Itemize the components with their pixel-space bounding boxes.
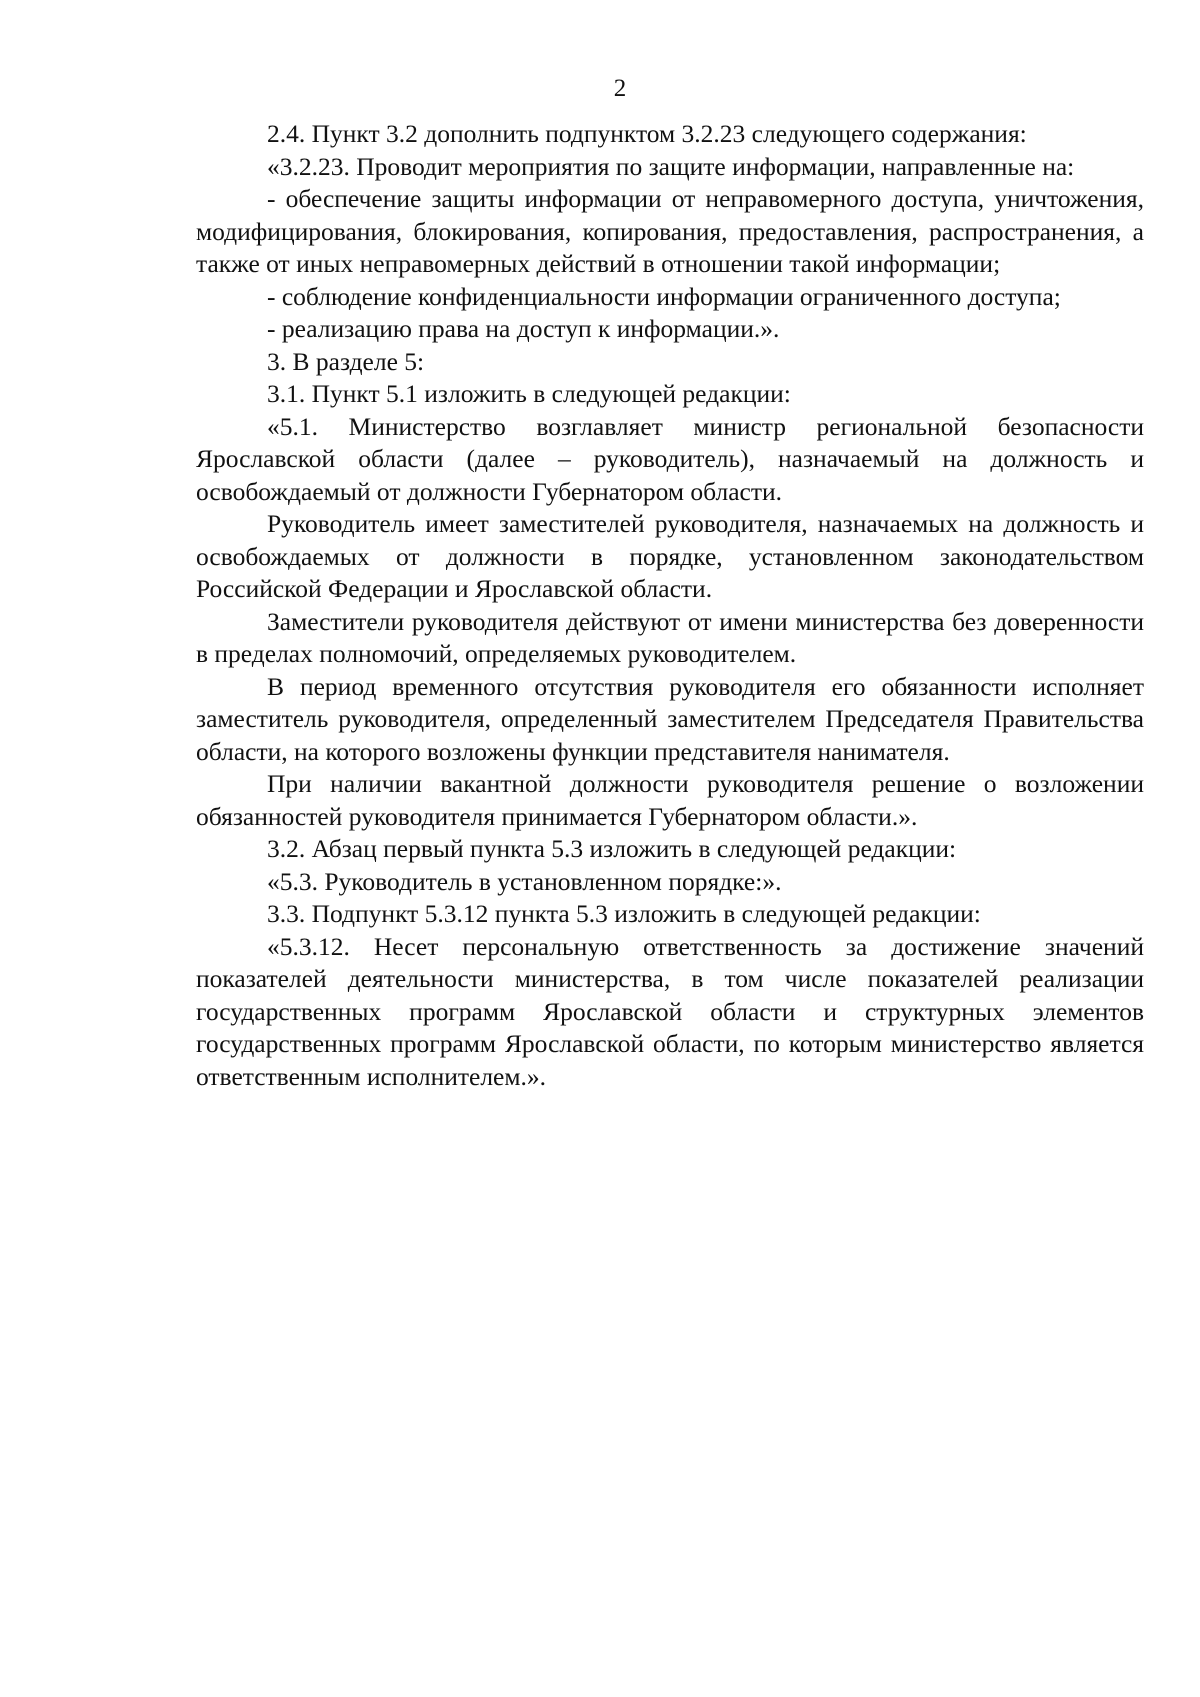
list-item-confidentiality: - соблюдение конфиденциальности информации ограниченного доступа; [267, 281, 1061, 311]
paragraph-deputies: Руководитель имеет заместителей руководителя, назначаемых на должность и освобождаемых от должности в порядке, установленном законодательством Российской Федерации и Ярославской области. [196, 509, 1144, 603]
list-item-protection: - обеспечение защиты информации от неправомерного доступа, уничтожения, модифицирования, блокирования, копирования, предоставления, распространения, а также от иных неправомерных действий в отношении такой информации; [196, 184, 1144, 278]
paragraph-vacancy: При наличии вакантной должности руководителя решение о возложении обязанностей руководителя принимается Губернатором области.». [196, 769, 1144, 831]
page-number: 2 [613, 75, 627, 102]
paragraph-2-4: 2.4. Пункт 3.2 дополнить подпунктом 3.2.23 следующего содержания: [267, 119, 1027, 148]
paragraph-3-3: 3.3. Подпункт 5.3.12 пункта 5.3 изложить в следующей редакции: [267, 899, 981, 928]
paragraph-3-2: 3.2. Абзац первый пункта 5.3 изложить в следующей редакции: [267, 834, 957, 863]
list-item-access-right: - реализацию права на доступ к информации.». [267, 314, 780, 343]
paragraph-deputies-act: Заместители руководителя действуют от имени министерства без доверенности в пределах полномочий, определяемых руководителем. [196, 606, 1144, 668]
paragraph-5-3: «5.3. Руководитель в установленном порядке:». [267, 866, 782, 896]
paragraph-absence: В период временного отсутствия руководителя его обязанности исполняет заместитель руководителя, определенный заместителем Председателя Правительства области, на которого возложены функции представителя нанимателя. [196, 671, 1144, 766]
paragraph-section-5: 3. В разделе 5: [267, 346, 425, 376]
paragraph-5-1: «5.1. Министерство возглавляет министр региональной безопасности Ярославской области (далее – руководитель), назначаемый на должность и освобождаемый от должности Губернатором области. [196, 411, 1144, 506]
document-body [196, 118, 1144, 1093]
paragraph-5-3-12: «5.3.12. Несет персональную ответственность за достижение значений показателей деятельности министерства, в том числе показателей реализации государственных программ Ярославской области и структурных элементов государственных программ Ярославской области, по которым министерство является ответственным исполнителем.». [196, 931, 1144, 1091]
paragraph-3-2-23: «3.2.23. Проводит мероприятия по защите информации, направленные на: [267, 151, 1075, 181]
paragraph-3-1: 3.1. Пункт 5.1 изложить в следующей редакции: [267, 379, 791, 408]
